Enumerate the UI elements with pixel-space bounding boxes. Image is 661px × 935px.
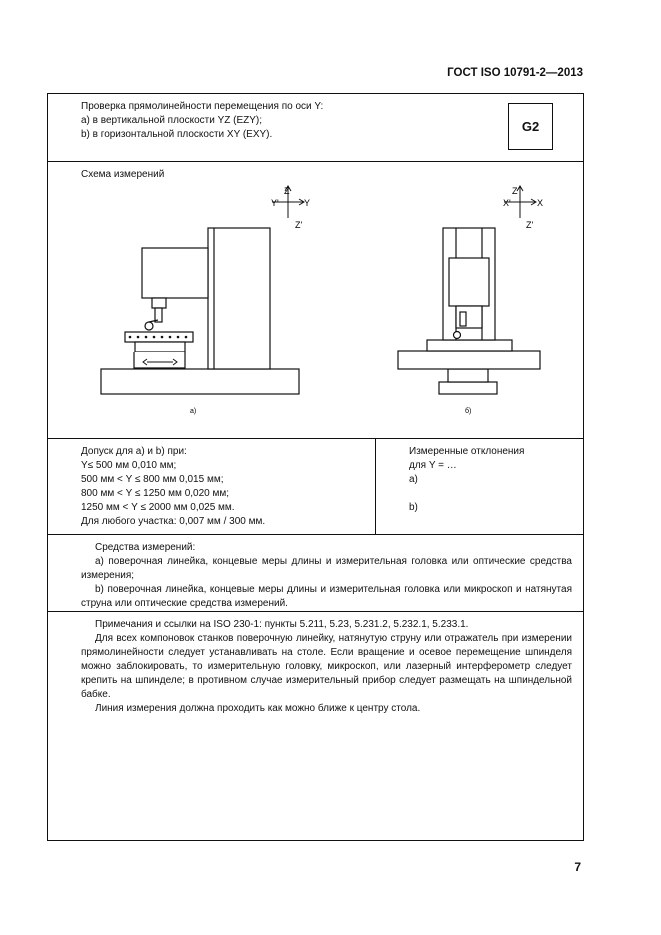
tolerance-block bbox=[81, 445, 265, 529]
tolerance-line: 500 мм < Y ≤ 800 мм 0,015 мм; bbox=[81, 474, 224, 485]
dial-indicator-front-icon bbox=[454, 332, 461, 339]
machine-bed bbox=[101, 369, 299, 394]
spindle-head-front bbox=[449, 258, 489, 306]
machine-front-view bbox=[398, 228, 540, 394]
machine-bed-front bbox=[398, 351, 540, 369]
measured-deviations-block bbox=[409, 445, 524, 515]
machine-side-view bbox=[101, 228, 299, 394]
tolerance-line: Y≤ 500 мм 0,010 мм; bbox=[81, 460, 177, 471]
notes-paragraph: Линия измерения должна проходить как можно ближе к центру стола. bbox=[95, 703, 421, 714]
fig-b-axis-z-prime: Z' bbox=[526, 220, 534, 230]
check-item-a: а) в вертикальной плоскости YZ (EZY); bbox=[81, 115, 263, 126]
tolerance-line: Допуск для а) и b) при: bbox=[81, 446, 187, 457]
measured-title: Измеренные отклонения bbox=[409, 446, 525, 457]
notes-paragraph: Для всех компоновок станков поверочную линейку, натянутую струну или отражатель при измерении прямолинейности следует устанавливать на столе. Если вращение и осевое перемещение шпинделя можно заблокировать, то измерительную головку, микроскоп, или лазерный интерферометр следует крепить на шпинделе; в противном случае измерительный прибор следует размещать на шпиндельной бабке. bbox=[81, 633, 572, 700]
fig-b-axis-z: Z bbox=[512, 186, 518, 196]
instruments-item-a: а) поверочная линейка, концевые меры длины и измерительная головка или оптические средства измерения; bbox=[81, 556, 572, 581]
machine-column bbox=[208, 228, 270, 369]
check-title: Проверка прямолинейности перемещения по оси Y: bbox=[81, 101, 324, 112]
worktable bbox=[135, 342, 185, 352]
table-base bbox=[439, 382, 497, 394]
fig-b-axis-x: X bbox=[537, 198, 544, 208]
straightedge bbox=[125, 332, 193, 342]
check-item-b: b) в горизонтальной плоскости XY (EXY). bbox=[81, 129, 273, 140]
measured-item-b: b) bbox=[409, 502, 418, 513]
spindle-head bbox=[142, 248, 208, 298]
tolerance-line: Для любого участка: 0,007 мм / 300 мм. bbox=[81, 516, 266, 527]
fig-b-caption: б) bbox=[465, 408, 472, 415]
check-code-box bbox=[508, 103, 553, 150]
worktable-front bbox=[427, 340, 512, 351]
tolerance-line: 800 мм < Y ≤ 1250 мм 0,020 мм; bbox=[81, 488, 230, 499]
fig-b-axis-x-prime: X' bbox=[503, 198, 511, 208]
dial-indicator-icon bbox=[145, 322, 153, 330]
column-divider bbox=[375, 439, 376, 534]
instruments-section bbox=[48, 535, 583, 612]
document-code: ГОСТ ISO 10791-2—2013 bbox=[447, 67, 583, 79]
check-title-section bbox=[48, 94, 583, 162]
fig-a-axis-y-prime: Y' bbox=[271, 198, 279, 208]
notes-block bbox=[81, 618, 572, 716]
page-number: 7 bbox=[574, 860, 581, 874]
measured-for-y: для Y = … bbox=[409, 460, 457, 471]
scheme-section bbox=[48, 162, 583, 439]
instruments-block bbox=[81, 541, 572, 611]
tolerance-section bbox=[48, 439, 583, 535]
fig-a-axis-z-prime: Z' bbox=[295, 220, 303, 230]
measurement-scheme-drawing bbox=[48, 162, 583, 438]
notes-references: Примечания и ссылки на ISO 230-1: пункты 5.211, 5.23, 5.231.2, 5.232.1, 5.233.1. bbox=[95, 619, 469, 630]
fig-a-caption: а) bbox=[190, 408, 197, 415]
scheme-label: Схема измерений bbox=[81, 169, 165, 180]
check-description bbox=[81, 100, 323, 142]
measured-item-a: а) bbox=[409, 474, 418, 485]
fig-a-axis-y: Y bbox=[304, 198, 311, 208]
instruments-item-b: b) поверочная линейка, концевые меры длины и измерительная головка или микроскоп и натянутая струна или оптические средства измерений. bbox=[81, 584, 572, 609]
check-code: G2 bbox=[521, 119, 540, 134]
notes-section bbox=[48, 612, 583, 840]
tolerance-line: 1250 мм < Y ≤ 2000 мм 0,025 мм. bbox=[81, 502, 235, 513]
instruments-title: Средства измерений: bbox=[95, 542, 196, 553]
inspection-table bbox=[47, 93, 584, 841]
fig-a-axis-z: Z bbox=[284, 186, 290, 196]
